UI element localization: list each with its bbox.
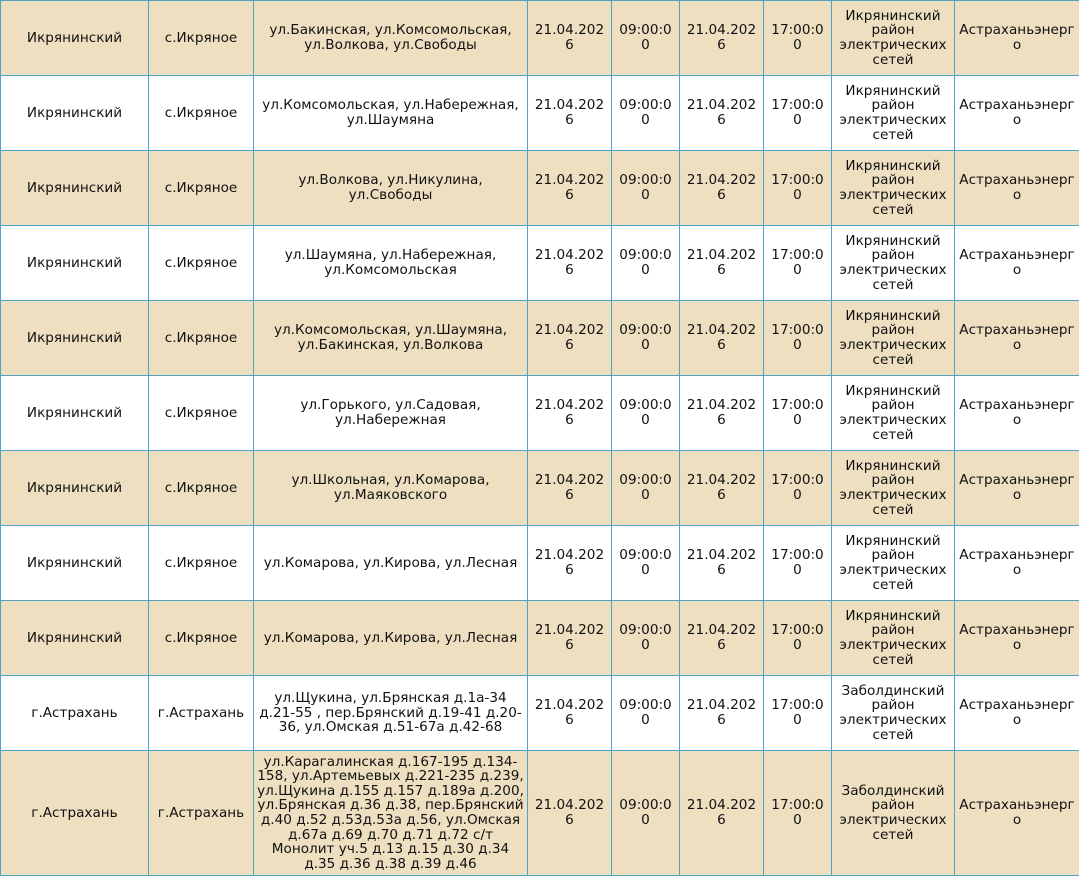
network-district-cell: Заболдинский район электрических сетей [832, 676, 955, 751]
start-date-cell: 21.04.2026 [528, 601, 612, 676]
company-cell: Астраханьэнерго [955, 1, 1079, 76]
end-time-cell: 17:00:00 [764, 751, 832, 876]
start-date-cell: 21.04.2026 [528, 151, 612, 226]
district-cell: Икрянинский [1, 1, 149, 76]
settlement-cell: с.Икряное [149, 226, 254, 301]
company-cell: Астраханьэнерго [955, 151, 1079, 226]
end-date-cell: 21.04.2026 [680, 301, 764, 376]
company-cell: Астраханьэнерго [955, 301, 1079, 376]
network-district-cell: Икрянинский район электрических сетей [832, 301, 955, 376]
settlement-cell: с.Икряное [149, 151, 254, 226]
network-district-cell: Икрянинский район электрических сетей [832, 451, 955, 526]
district-cell: Икрянинский [1, 601, 149, 676]
district-cell: Икрянинский [1, 226, 149, 301]
settlement-cell: с.Икряное [149, 601, 254, 676]
start-time-cell: 09:00:00 [612, 601, 680, 676]
start-time-cell: 09:00:00 [612, 226, 680, 301]
table-row [1, 151, 1079, 226]
table-row [1, 226, 1079, 301]
start-date-cell: 21.04.2026 [528, 1, 612, 76]
end-time-cell: 17:00:00 [764, 226, 832, 301]
network-district-cell: Икрянинский район электрических сетей [832, 151, 955, 226]
table-row [1, 376, 1079, 451]
district-cell: Икрянинский [1, 151, 149, 226]
end-date-cell: 21.04.2026 [680, 151, 764, 226]
end-date-cell: 21.04.2026 [680, 751, 764, 876]
district-cell: Икрянинский [1, 376, 149, 451]
network-district-cell: Икрянинский район электрических сетей [832, 376, 955, 451]
network-district-cell: Икрянинский район электрических сетей [832, 1, 955, 76]
start-time-cell: 09:00:00 [612, 676, 680, 751]
streets-cell: ул.Шаумяна, ул.Набережная, ул.Комсомольская [254, 226, 528, 301]
streets-cell: ул.Комсомольская, ул.Набережная, ул.Шаумяна [254, 76, 528, 151]
table-row [1, 1, 1079, 76]
start-time-cell: 09:00:00 [612, 151, 680, 226]
start-date-cell: 21.04.2026 [528, 751, 612, 876]
table-row [1, 301, 1079, 376]
company-cell: Астраханьэнерго [955, 226, 1079, 301]
end-time-cell: 17:00:00 [764, 1, 832, 76]
district-cell: г.Астрахань [1, 751, 149, 876]
table-row [1, 76, 1079, 151]
start-date-cell: 21.04.2026 [528, 301, 612, 376]
end-time-cell: 17:00:00 [764, 151, 832, 226]
table-row [1, 601, 1079, 676]
settlement-cell: с.Икряное [149, 76, 254, 151]
table-row [1, 526, 1079, 601]
end-date-cell: 21.04.2026 [680, 376, 764, 451]
end-date-cell: 21.04.2026 [680, 76, 764, 151]
start-time-cell: 09:00:00 [612, 376, 680, 451]
settlement-cell: с.Икряное [149, 376, 254, 451]
settlement-cell: с.Икряное [149, 451, 254, 526]
streets-cell: ул.Школьная, ул.Комарова, ул.Маяковского [254, 451, 528, 526]
streets-cell: ул.Комарова, ул.Кирова, ул.Лесная [254, 526, 528, 601]
district-cell: Икрянинский [1, 526, 149, 601]
network-district-cell: Икрянинский район электрических сетей [832, 76, 955, 151]
district-cell: Икрянинский [1, 301, 149, 376]
company-cell: Астраханьэнерго [955, 601, 1079, 676]
start-time-cell: 09:00:00 [612, 751, 680, 876]
end-date-cell: 21.04.2026 [680, 601, 764, 676]
end-time-cell: 17:00:00 [764, 526, 832, 601]
start-time-cell: 09:00:00 [612, 76, 680, 151]
streets-cell: ул.Волкова, ул.Никулина, ул.Свободы [254, 151, 528, 226]
end-date-cell: 21.04.2026 [680, 526, 764, 601]
end-date-cell: 21.04.2026 [680, 1, 764, 76]
streets-cell: ул.Горького, ул.Садовая, ул.Набережная [254, 376, 528, 451]
start-date-cell: 21.04.2026 [528, 376, 612, 451]
start-date-cell: 21.04.2026 [528, 451, 612, 526]
settlement-cell: г.Астрахань [149, 751, 254, 876]
streets-cell: ул.Щукина, ул.Брянская д.1а-34 д.21-55 , пер.Брянский д.19-41 д.20-36, ул.Омская д.51-67а д.42-68 [254, 676, 528, 751]
network-district-cell: Заболдинский район электрических сетей [832, 751, 955, 876]
network-district-cell: Икрянинский район электрических сетей [832, 226, 955, 301]
company-cell: Астраханьэнерго [955, 76, 1079, 151]
company-cell: Астраханьэнерго [955, 451, 1079, 526]
end-time-cell: 17:00:00 [764, 451, 832, 526]
company-cell: Астраханьэнерго [955, 676, 1079, 751]
end-date-cell: 21.04.2026 [680, 676, 764, 751]
company-cell: Астраханьэнерго [955, 376, 1079, 451]
table-row [1, 676, 1079, 751]
streets-cell: ул.Комсомольская, ул.Шаумяна, ул.Бакинская, ул.Волкова [254, 301, 528, 376]
settlement-cell: г.Астрахань [149, 676, 254, 751]
district-cell: Икрянинский [1, 451, 149, 526]
start-date-cell: 21.04.2026 [528, 526, 612, 601]
network-district-cell: Икрянинский район электрических сетей [832, 526, 955, 601]
company-cell: Астраханьэнерго [955, 751, 1079, 876]
end-time-cell: 17:00:00 [764, 76, 832, 151]
start-date-cell: 21.04.2026 [528, 226, 612, 301]
end-time-cell: 17:00:00 [764, 301, 832, 376]
district-cell: Икрянинский [1, 76, 149, 151]
start-time-cell: 09:00:00 [612, 451, 680, 526]
district-cell: г.Астрахань [1, 676, 149, 751]
company-cell: Астраханьэнерго [955, 526, 1079, 601]
settlement-cell: с.Икряное [149, 1, 254, 76]
settlement-cell: с.Икряное [149, 301, 254, 376]
streets-cell: ул.Карагалинская д.167-195 д.134-158, ул.Артемьевых д.221-235 д.239, ул.Щукина д.155 д.157 д.189а д.200, ул.Брянская д.36 д.38, пер.Брянский д.40 д.52 д.53д.53а д.56, ул.Омская д.67а д.69 д.70 д.71 д.72 с/т Монолит уч.5 д.13 д.15 д.30 д.34 д.35 д.36 д.38 д.39 д.46 [254, 751, 528, 876]
end-time-cell: 17:00:00 [764, 676, 832, 751]
table-row [1, 751, 1079, 876]
network-district-cell: Икрянинский район электрических сетей [832, 601, 955, 676]
start-date-cell: 21.04.2026 [528, 76, 612, 151]
streets-cell: ул.Бакинская, ул.Комсомольская, ул.Волкова, ул.Свободы [254, 1, 528, 76]
streets-cell: ул.Комарова, ул.Кирова, ул.Лесная [254, 601, 528, 676]
end-time-cell: 17:00:00 [764, 376, 832, 451]
end-date-cell: 21.04.2026 [680, 226, 764, 301]
table-row [1, 451, 1079, 526]
end-date-cell: 21.04.2026 [680, 451, 764, 526]
start-time-cell: 09:00:00 [612, 301, 680, 376]
start-time-cell: 09:00:00 [612, 526, 680, 601]
end-time-cell: 17:00:00 [764, 601, 832, 676]
settlement-cell: с.Икряное [149, 526, 254, 601]
start-time-cell: 09:00:00 [612, 1, 680, 76]
start-date-cell: 21.04.2026 [528, 676, 612, 751]
